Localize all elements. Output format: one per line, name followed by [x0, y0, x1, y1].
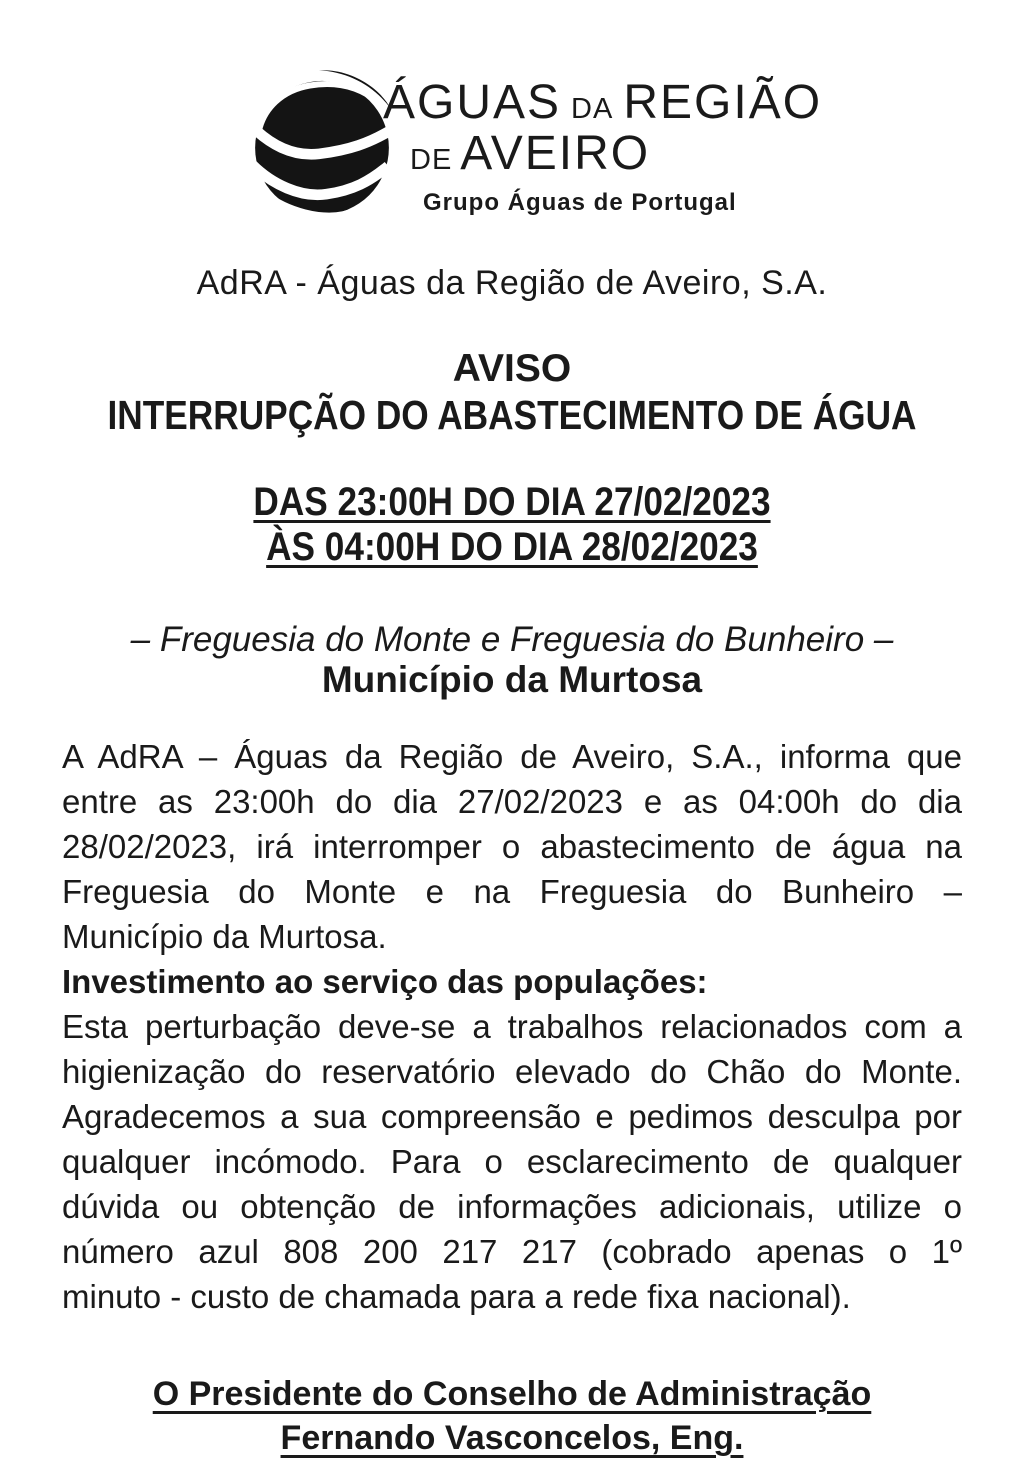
logo-word-aveiro: AVEIRO: [460, 127, 651, 180]
paragraph-line: entre as 23:00h do dia 27/02/2023 e as 04:00h do dia: [62, 783, 962, 820]
paragraph-line: Município da Murtosa.: [62, 918, 387, 955]
signature-role: O Presidente do Conselho de Administração: [152, 1375, 872, 1413]
date-line-start: DAS 23:00H DO DIA 27/02/2023: [253, 480, 771, 524]
notice-label: AVISO: [452, 347, 572, 390]
signature-name: Fernando Vasconcelos, Eng.: [280, 1419, 744, 1457]
logo-word-aguas: ÁGUAS: [383, 76, 562, 129]
paragraph-line: 28/02/2023, irá interromper o abastecimento de água na: [62, 828, 962, 865]
logo-word-da: DA: [571, 93, 614, 125]
area-line: – Freguesia do Monte e Freguesia do Bunheiro –: [130, 620, 894, 659]
paragraph-line: Esta perturbação deve-se a trabalhos relacionados com a: [62, 1008, 962, 1045]
waves-globe-icon: [246, 64, 398, 224]
paragraph-line: qualquer incómodo. Para o esclarecimento de qualquer: [62, 1143, 962, 1180]
logo-group-label: Grupo Águas de Portugal: [423, 189, 737, 216]
paragraph-line: Agradecemos a sua compreensão e pedimos desculpa por: [62, 1098, 962, 1135]
municipality-line: Município da Murtosa: [321, 659, 703, 700]
supply-interruption-dates: [61, 480, 962, 570]
body-paragraph-1: [62, 734, 962, 959]
body-paragraph-2: [62, 1004, 962, 1319]
paragraph-line: higienização do reservatório elevado do Chão do Monte.: [62, 1053, 962, 1090]
logo-title: [383, 78, 822, 226]
logo-title-line1: [383, 78, 822, 134]
company-name: AdRA - Águas da Região de Aveiro, S.A.: [196, 264, 828, 302]
investment-heading: Investimento ao serviço das populações:: [62, 963, 708, 1000]
logo-word-regiao: REGIÃO: [623, 76, 823, 129]
paragraph-line: A AdRA – Águas da Região de Aveiro, S.A., informa que: [62, 738, 962, 775]
date-line-end: ÀS 04:00H DO DIA 28/02/2023: [266, 525, 758, 569]
paragraph-line: Freguesia do Monte e na Freguesia do Bunheiro –: [62, 873, 962, 910]
logo-title-line2: [383, 127, 822, 180]
logo-word-de: DE: [410, 144, 453, 176]
notice-title: INTERRUPÇÃO DO ABASTECIMENTO DE ÁGUA: [107, 392, 917, 438]
paragraph-line: dúvida ou obtenção de informações adicionais, utilize o: [62, 1188, 962, 1225]
notice-body: [62, 734, 962, 1319]
paragraph-line: número azul 808 200 217 217 (cobrado apenas o 1º: [62, 1233, 962, 1270]
paragraph-line: minuto - custo de chamada para a rede fixa nacional).: [62, 1278, 851, 1315]
signature-block: [0, 1372, 1024, 1460]
